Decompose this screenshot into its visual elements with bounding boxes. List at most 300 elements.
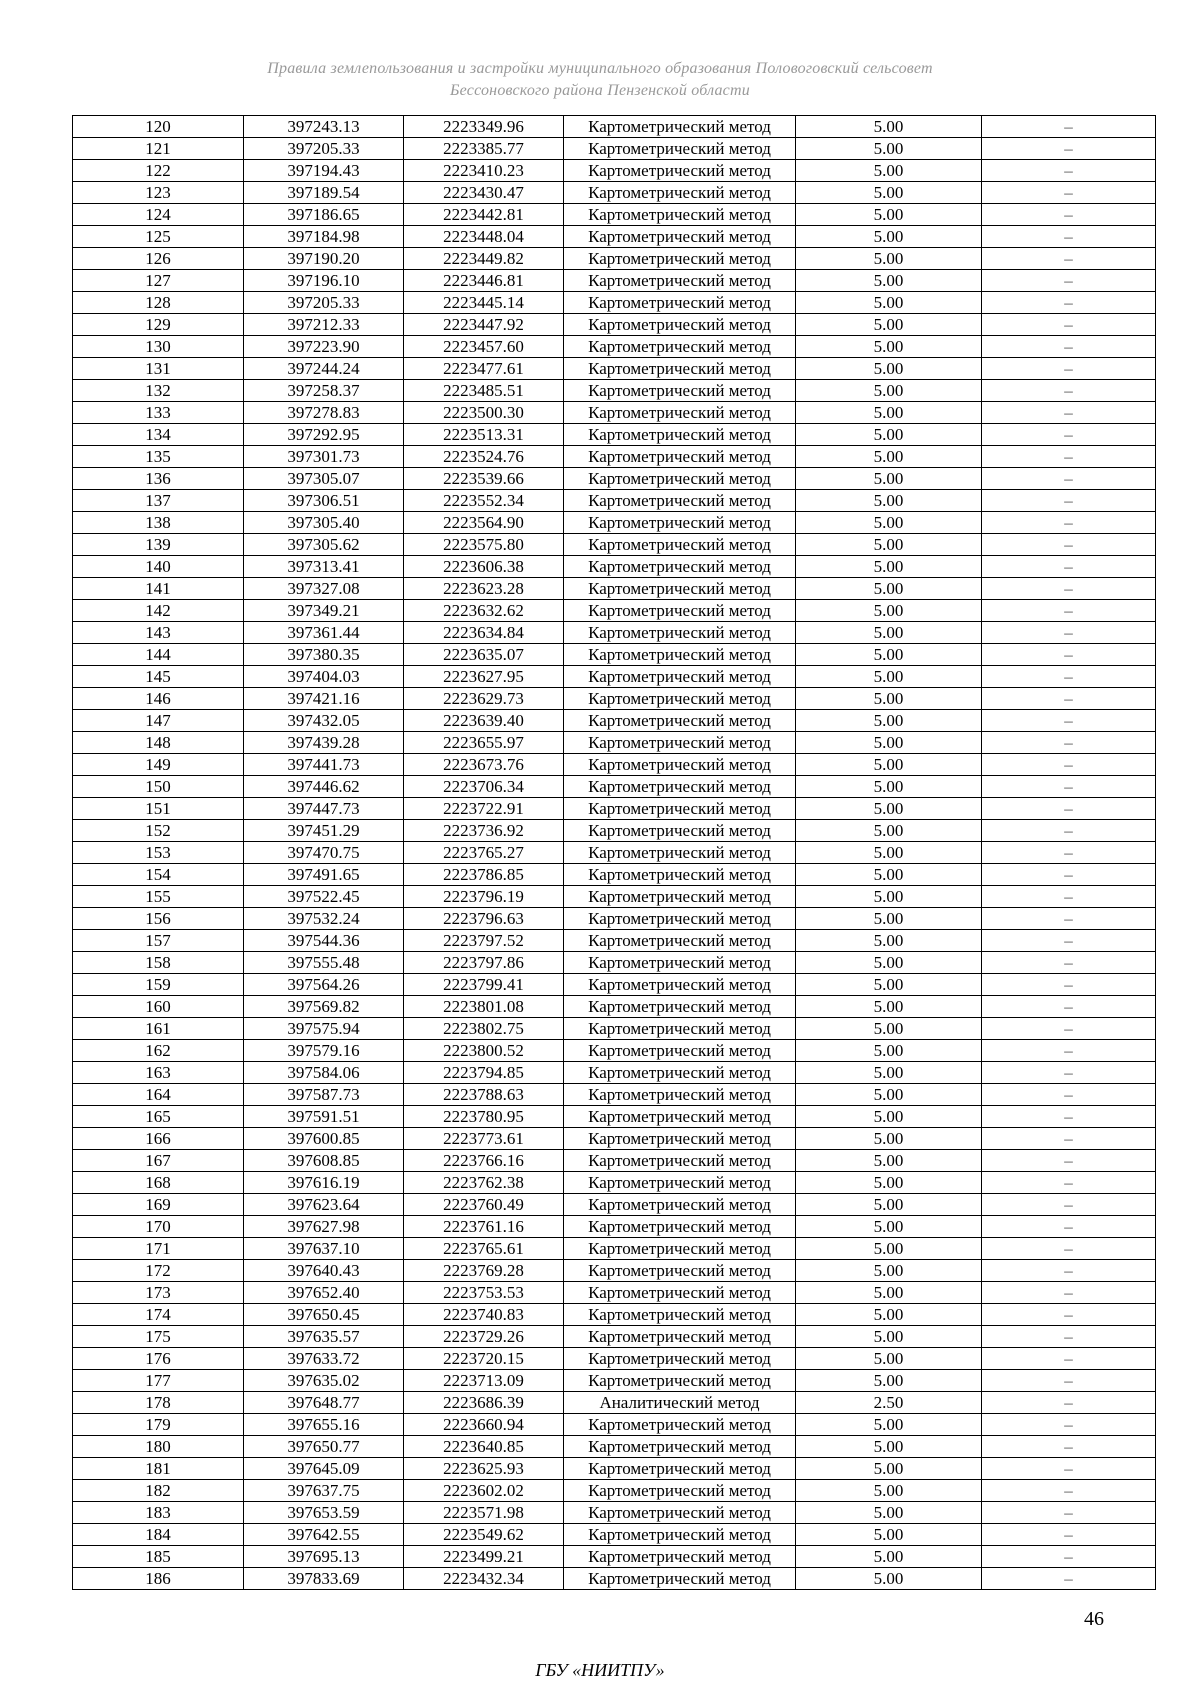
y-coordinate-cell: 2223736.92 [404, 820, 564, 842]
note-cell: – [982, 1084, 1156, 1106]
note-cell: – [982, 622, 1156, 644]
table-row [73, 644, 1156, 666]
table-row [73, 534, 1156, 556]
accuracy-cell: 5.00 [796, 116, 982, 138]
y-coordinate-cell: 2223673.76 [404, 754, 564, 776]
accuracy-cell: 5.00 [796, 1194, 982, 1216]
method-cell: Картометрический метод [564, 710, 796, 732]
note-cell: – [982, 644, 1156, 666]
note-cell: – [982, 336, 1156, 358]
accuracy-cell: 5.00 [796, 908, 982, 930]
note-cell: – [982, 930, 1156, 952]
x-coordinate-cell: 397349.21 [244, 600, 404, 622]
table-row [73, 1216, 1156, 1238]
note-cell: – [982, 1546, 1156, 1568]
note-cell: – [982, 446, 1156, 468]
y-coordinate-cell: 2223720.15 [404, 1348, 564, 1370]
y-coordinate-cell: 2223660.94 [404, 1414, 564, 1436]
point-number-cell: 120 [73, 116, 244, 138]
table-row [73, 468, 1156, 490]
x-coordinate-cell: 397650.45 [244, 1304, 404, 1326]
table-row [73, 1326, 1156, 1348]
y-coordinate-cell: 2223762.38 [404, 1172, 564, 1194]
note-cell: – [982, 1150, 1156, 1172]
x-coordinate-cell: 397608.85 [244, 1150, 404, 1172]
x-coordinate-cell: 397190.20 [244, 248, 404, 270]
table-row [73, 446, 1156, 468]
x-coordinate-cell: 397278.83 [244, 402, 404, 424]
y-coordinate-cell: 2223627.95 [404, 666, 564, 688]
accuracy-cell: 5.00 [796, 556, 982, 578]
y-coordinate-cell: 2223788.63 [404, 1084, 564, 1106]
method-cell: Картометрический метод [564, 182, 796, 204]
x-coordinate-cell: 397645.09 [244, 1458, 404, 1480]
table-row [73, 314, 1156, 336]
y-coordinate-cell: 2223655.97 [404, 732, 564, 754]
table-row [73, 226, 1156, 248]
x-coordinate-cell: 397627.98 [244, 1216, 404, 1238]
note-cell: – [982, 1238, 1156, 1260]
note-cell: – [982, 776, 1156, 798]
x-coordinate-cell: 397244.24 [244, 358, 404, 380]
method-cell: Картометрический метод [564, 292, 796, 314]
point-number-cell: 173 [73, 1282, 244, 1304]
accuracy-cell: 2.50 [796, 1392, 982, 1414]
method-cell: Картометрический метод [564, 754, 796, 776]
y-coordinate-cell: 2223797.52 [404, 930, 564, 952]
y-coordinate-cell: 2223349.96 [404, 116, 564, 138]
accuracy-cell: 5.00 [796, 358, 982, 380]
accuracy-cell: 5.00 [796, 578, 982, 600]
method-cell: Картометрический метод [564, 820, 796, 842]
method-cell: Картометрический метод [564, 842, 796, 864]
table-row [73, 1392, 1156, 1414]
accuracy-cell: 5.00 [796, 248, 982, 270]
note-cell: – [982, 1568, 1156, 1590]
x-coordinate-cell: 397361.44 [244, 622, 404, 644]
y-coordinate-cell: 2223780.95 [404, 1106, 564, 1128]
method-cell: Картометрический метод [564, 1238, 796, 1260]
note-cell: – [982, 1480, 1156, 1502]
accuracy-cell: 5.00 [796, 446, 982, 468]
point-number-cell: 158 [73, 952, 244, 974]
x-coordinate-cell: 397569.82 [244, 996, 404, 1018]
table-row [73, 952, 1156, 974]
point-number-cell: 186 [73, 1568, 244, 1590]
accuracy-cell: 5.00 [796, 1326, 982, 1348]
note-cell: – [982, 974, 1156, 996]
y-coordinate-cell: 2223442.81 [404, 204, 564, 226]
table-row [73, 1172, 1156, 1194]
note-cell: – [982, 402, 1156, 424]
note-cell: – [982, 1040, 1156, 1062]
y-coordinate-cell: 2223802.75 [404, 1018, 564, 1040]
method-cell: Картометрический метод [564, 204, 796, 226]
note-cell: – [982, 358, 1156, 380]
point-number-cell: 122 [73, 160, 244, 182]
table-row [73, 1436, 1156, 1458]
x-coordinate-cell: 397623.64 [244, 1194, 404, 1216]
table-row [73, 930, 1156, 952]
table-row [73, 1546, 1156, 1568]
method-cell: Картометрический метод [564, 644, 796, 666]
x-coordinate-cell: 397451.29 [244, 820, 404, 842]
x-coordinate-cell: 397441.73 [244, 754, 404, 776]
method-cell: Картометрический метод [564, 952, 796, 974]
accuracy-cell: 5.00 [796, 710, 982, 732]
method-cell: Картометрический метод [564, 402, 796, 424]
x-coordinate-cell: 397637.75 [244, 1480, 404, 1502]
note-cell: – [982, 1414, 1156, 1436]
method-cell: Картометрический метод [564, 1106, 796, 1128]
y-coordinate-cell: 2223773.61 [404, 1128, 564, 1150]
table-row [73, 1568, 1156, 1590]
accuracy-cell: 5.00 [796, 644, 982, 666]
note-cell: – [982, 182, 1156, 204]
coordinates-table-body [73, 116, 1156, 1590]
point-number-cell: 136 [73, 468, 244, 490]
coordinates-table [72, 115, 1156, 1590]
accuracy-cell: 5.00 [796, 512, 982, 534]
accuracy-cell: 5.00 [796, 688, 982, 710]
method-cell: Картометрический метод [564, 138, 796, 160]
x-coordinate-cell: 397305.40 [244, 512, 404, 534]
method-cell: Картометрический метод [564, 908, 796, 930]
x-coordinate-cell: 397223.90 [244, 336, 404, 358]
accuracy-cell: 5.00 [796, 996, 982, 1018]
accuracy-cell: 5.00 [796, 1348, 982, 1370]
y-coordinate-cell: 2223499.21 [404, 1546, 564, 1568]
method-cell: Картометрический метод [564, 314, 796, 336]
x-coordinate-cell: 397258.37 [244, 380, 404, 402]
accuracy-cell: 5.00 [796, 490, 982, 512]
table-row [73, 1348, 1156, 1370]
point-number-cell: 185 [73, 1546, 244, 1568]
method-cell: Картометрический метод [564, 1150, 796, 1172]
method-cell: Картометрический метод [564, 358, 796, 380]
note-cell: – [982, 1128, 1156, 1150]
table-row [73, 1480, 1156, 1502]
table-row [73, 1414, 1156, 1436]
x-coordinate-cell: 397301.73 [244, 446, 404, 468]
note-cell: – [982, 424, 1156, 446]
accuracy-cell: 5.00 [796, 1282, 982, 1304]
table-row [73, 622, 1156, 644]
note-cell: – [982, 666, 1156, 688]
y-coordinate-cell: 2223524.76 [404, 446, 564, 468]
note-cell: – [982, 1106, 1156, 1128]
x-coordinate-cell: 397616.19 [244, 1172, 404, 1194]
method-cell: Картометрический метод [564, 864, 796, 886]
point-number-cell: 151 [73, 798, 244, 820]
y-coordinate-cell: 2223430.47 [404, 182, 564, 204]
point-number-cell: 131 [73, 358, 244, 380]
y-coordinate-cell: 2223769.28 [404, 1260, 564, 1282]
table-row [73, 248, 1156, 270]
note-cell: – [982, 1326, 1156, 1348]
x-coordinate-cell: 397292.95 [244, 424, 404, 446]
y-coordinate-cell: 2223449.82 [404, 248, 564, 270]
y-coordinate-cell: 2223796.19 [404, 886, 564, 908]
table-row [73, 732, 1156, 754]
point-number-cell: 161 [73, 1018, 244, 1040]
method-cell: Картометрический метод [564, 490, 796, 512]
method-cell: Картометрический метод [564, 424, 796, 446]
y-coordinate-cell: 2223766.16 [404, 1150, 564, 1172]
x-coordinate-cell: 397648.77 [244, 1392, 404, 1414]
y-coordinate-cell: 2223446.81 [404, 270, 564, 292]
point-number-cell: 170 [73, 1216, 244, 1238]
method-cell: Картометрический метод [564, 1282, 796, 1304]
point-number-cell: 144 [73, 644, 244, 666]
note-cell: – [982, 248, 1156, 270]
x-coordinate-cell: 397695.13 [244, 1546, 404, 1568]
accuracy-cell: 5.00 [796, 1436, 982, 1458]
method-cell: Картометрический метод [564, 1304, 796, 1326]
point-number-cell: 147 [73, 710, 244, 732]
page-header-line-1: Правила землепользования и застройки муниципального образования Половоговский сельсовет [267, 60, 933, 77]
x-coordinate-cell: 397327.08 [244, 578, 404, 600]
y-coordinate-cell: 2223786.85 [404, 864, 564, 886]
x-coordinate-cell: 397194.43 [244, 160, 404, 182]
accuracy-cell: 5.00 [796, 1018, 982, 1040]
method-cell: Аналитический метод [564, 1392, 796, 1414]
x-coordinate-cell: 397637.10 [244, 1238, 404, 1260]
point-number-cell: 164 [73, 1084, 244, 1106]
method-cell: Картометрический метод [564, 1216, 796, 1238]
y-coordinate-cell: 2223602.02 [404, 1480, 564, 1502]
point-number-cell: 177 [73, 1370, 244, 1392]
method-cell: Картометрический метод [564, 622, 796, 644]
accuracy-cell: 5.00 [796, 1062, 982, 1084]
method-cell: Картометрический метод [564, 1524, 796, 1546]
y-coordinate-cell: 2223606.38 [404, 556, 564, 578]
y-coordinate-cell: 2223500.30 [404, 402, 564, 424]
point-number-cell: 155 [73, 886, 244, 908]
accuracy-cell: 5.00 [796, 336, 982, 358]
table-row [73, 908, 1156, 930]
table-row [73, 1282, 1156, 1304]
point-number-cell: 125 [73, 226, 244, 248]
point-number-cell: 140 [73, 556, 244, 578]
note-cell: – [982, 1502, 1156, 1524]
note-cell: – [982, 732, 1156, 754]
table-row [73, 820, 1156, 842]
accuracy-cell: 5.00 [796, 1458, 982, 1480]
note-cell: – [982, 710, 1156, 732]
x-coordinate-cell: 397189.54 [244, 182, 404, 204]
table-row [73, 138, 1156, 160]
x-coordinate-cell: 397652.40 [244, 1282, 404, 1304]
accuracy-cell: 5.00 [796, 380, 982, 402]
accuracy-cell: 5.00 [796, 820, 982, 842]
y-coordinate-cell: 2223432.34 [404, 1568, 564, 1590]
note-cell: – [982, 1458, 1156, 1480]
accuracy-cell: 5.00 [796, 468, 982, 490]
point-number-cell: 143 [73, 622, 244, 644]
note-cell: – [982, 578, 1156, 600]
point-number-cell: 123 [73, 182, 244, 204]
x-coordinate-cell: 397584.06 [244, 1062, 404, 1084]
accuracy-cell: 5.00 [796, 138, 982, 160]
point-number-cell: 176 [73, 1348, 244, 1370]
accuracy-cell: 5.00 [796, 1238, 982, 1260]
point-number-cell: 168 [73, 1172, 244, 1194]
y-coordinate-cell: 2223457.60 [404, 336, 564, 358]
table-row [73, 754, 1156, 776]
accuracy-cell: 5.00 [796, 1568, 982, 1590]
note-cell: – [982, 534, 1156, 556]
table-row [73, 336, 1156, 358]
point-number-cell: 137 [73, 490, 244, 512]
accuracy-cell: 5.00 [796, 1128, 982, 1150]
table-row [73, 1458, 1156, 1480]
table-row [73, 556, 1156, 578]
note-cell: – [982, 1172, 1156, 1194]
point-number-cell: 153 [73, 842, 244, 864]
accuracy-cell: 5.00 [796, 666, 982, 688]
point-number-cell: 126 [73, 248, 244, 270]
method-cell: Картометрический метод [564, 1128, 796, 1150]
table-row [73, 1370, 1156, 1392]
point-number-cell: 141 [73, 578, 244, 600]
point-number-cell: 154 [73, 864, 244, 886]
table-row [73, 1260, 1156, 1282]
x-coordinate-cell: 397205.33 [244, 292, 404, 314]
table-row [73, 1106, 1156, 1128]
method-cell: Картометрический метод [564, 1062, 796, 1084]
x-coordinate-cell: 397305.07 [244, 468, 404, 490]
point-number-cell: 149 [73, 754, 244, 776]
accuracy-cell: 5.00 [796, 160, 982, 182]
table-row [73, 116, 1156, 138]
table-row [73, 182, 1156, 204]
y-coordinate-cell: 2223445.14 [404, 292, 564, 314]
method-cell: Картометрический метод [564, 116, 796, 138]
y-coordinate-cell: 2223760.49 [404, 1194, 564, 1216]
x-coordinate-cell: 397579.16 [244, 1040, 404, 1062]
table-row [73, 600, 1156, 622]
point-number-cell: 159 [73, 974, 244, 996]
table-row [73, 380, 1156, 402]
accuracy-cell: 5.00 [796, 1414, 982, 1436]
point-number-cell: 174 [73, 1304, 244, 1326]
y-coordinate-cell: 2223539.66 [404, 468, 564, 490]
accuracy-cell: 5.00 [796, 1172, 982, 1194]
table-row [73, 1040, 1156, 1062]
table-row [73, 270, 1156, 292]
table-row [73, 358, 1156, 380]
y-coordinate-cell: 2223477.61 [404, 358, 564, 380]
method-cell: Картометрический метод [564, 1326, 796, 1348]
table-row [73, 776, 1156, 798]
method-cell: Картометрический метод [564, 534, 796, 556]
y-coordinate-cell: 2223797.86 [404, 952, 564, 974]
x-coordinate-cell: 397522.45 [244, 886, 404, 908]
accuracy-cell: 5.00 [796, 1370, 982, 1392]
method-cell: Картометрический метод [564, 776, 796, 798]
x-coordinate-cell: 397564.26 [244, 974, 404, 996]
y-coordinate-cell: 2223632.62 [404, 600, 564, 622]
method-cell: Картометрический метод [564, 1260, 796, 1282]
accuracy-cell: 5.00 [796, 1150, 982, 1172]
table-row [73, 996, 1156, 1018]
method-cell: Картометрический метод [564, 798, 796, 820]
accuracy-cell: 5.00 [796, 1216, 982, 1238]
accuracy-cell: 5.00 [796, 182, 982, 204]
method-cell: Картометрический метод [564, 270, 796, 292]
point-number-cell: 145 [73, 666, 244, 688]
x-coordinate-cell: 397380.35 [244, 644, 404, 666]
method-cell: Картометрический метод [564, 1172, 796, 1194]
accuracy-cell: 5.00 [796, 754, 982, 776]
accuracy-cell: 5.00 [796, 732, 982, 754]
accuracy-cell: 5.00 [796, 1546, 982, 1568]
y-coordinate-cell: 2223800.52 [404, 1040, 564, 1062]
x-coordinate-cell: 397635.57 [244, 1326, 404, 1348]
point-number-cell: 132 [73, 380, 244, 402]
table-row [73, 1128, 1156, 1150]
note-cell: – [982, 600, 1156, 622]
accuracy-cell: 5.00 [796, 424, 982, 446]
note-cell: – [982, 1436, 1156, 1458]
x-coordinate-cell: 397642.55 [244, 1524, 404, 1546]
x-coordinate-cell: 397212.33 [244, 314, 404, 336]
note-cell: – [982, 688, 1156, 710]
accuracy-cell: 5.00 [796, 842, 982, 864]
note-cell: – [982, 314, 1156, 336]
point-number-cell: 179 [73, 1414, 244, 1436]
table-row [73, 1304, 1156, 1326]
method-cell: Картометрический метод [564, 1348, 796, 1370]
note-cell: – [982, 270, 1156, 292]
x-coordinate-cell: 397650.77 [244, 1436, 404, 1458]
accuracy-cell: 5.00 [796, 1480, 982, 1502]
accuracy-cell: 5.00 [796, 314, 982, 336]
note-cell: – [982, 754, 1156, 776]
point-number-cell: 135 [73, 446, 244, 468]
table-row [73, 1502, 1156, 1524]
point-number-cell: 172 [73, 1260, 244, 1282]
y-coordinate-cell: 2223549.62 [404, 1524, 564, 1546]
method-cell: Картометрический метод [564, 1194, 796, 1216]
x-coordinate-cell: 397600.85 [244, 1128, 404, 1150]
x-coordinate-cell: 397439.28 [244, 732, 404, 754]
method-cell: Картометрический метод [564, 1414, 796, 1436]
point-number-cell: 184 [73, 1524, 244, 1546]
note-cell: – [982, 1062, 1156, 1084]
y-coordinate-cell: 2223753.53 [404, 1282, 564, 1304]
note-cell: – [982, 1370, 1156, 1392]
table-row [73, 864, 1156, 886]
accuracy-cell: 5.00 [796, 864, 982, 886]
table-row [73, 1150, 1156, 1172]
point-number-cell: 130 [73, 336, 244, 358]
point-number-cell: 162 [73, 1040, 244, 1062]
y-coordinate-cell: 2223448.04 [404, 226, 564, 248]
x-coordinate-cell: 397470.75 [244, 842, 404, 864]
note-cell: – [982, 886, 1156, 908]
accuracy-cell: 5.00 [796, 974, 982, 996]
point-number-cell: 167 [73, 1150, 244, 1172]
point-number-cell: 171 [73, 1238, 244, 1260]
accuracy-cell: 5.00 [796, 1040, 982, 1062]
y-coordinate-cell: 2223740.83 [404, 1304, 564, 1326]
point-number-cell: 129 [73, 314, 244, 336]
point-number-cell: 127 [73, 270, 244, 292]
x-coordinate-cell: 397447.73 [244, 798, 404, 820]
point-number-cell: 150 [73, 776, 244, 798]
